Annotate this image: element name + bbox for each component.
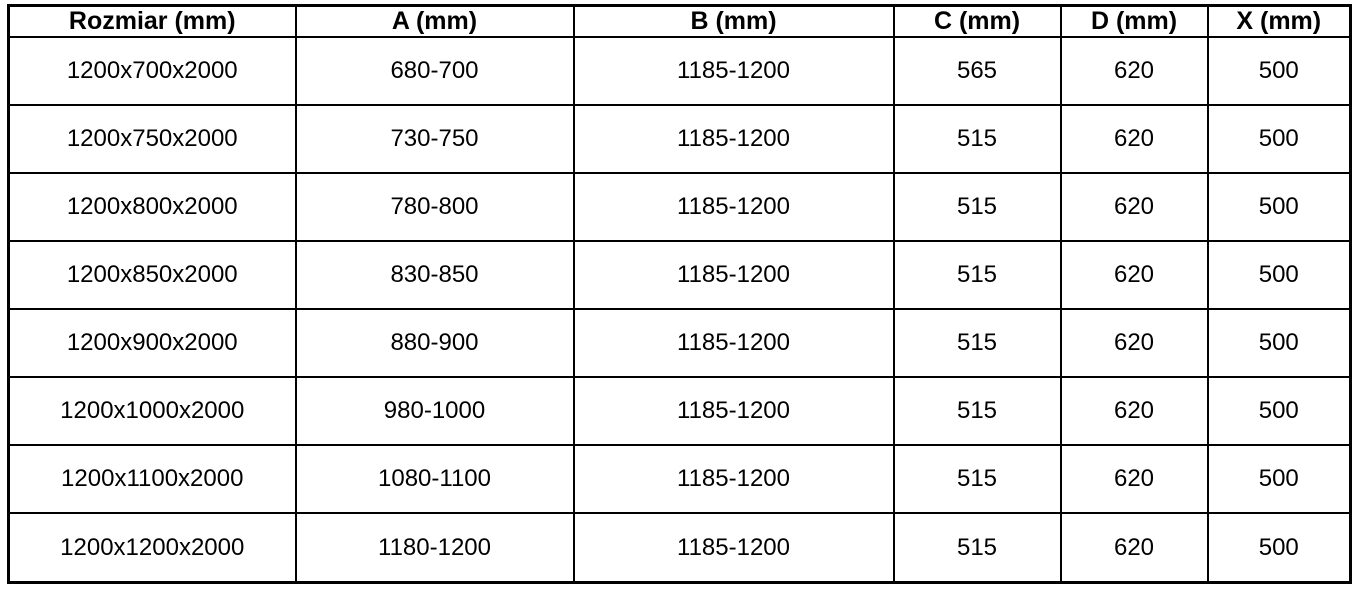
column-header-x: X (mm)	[1208, 6, 1351, 38]
cell-a: 730-750	[296, 105, 574, 173]
cell-c: 515	[894, 241, 1061, 309]
column-header-d: D (mm)	[1061, 6, 1208, 38]
table-row	[9, 445, 1351, 513]
table-row	[9, 37, 1351, 105]
cell-d: 620	[1061, 377, 1208, 445]
cell-b: 1185-1200	[574, 445, 894, 513]
table-header-row	[9, 6, 1351, 38]
table-body	[9, 37, 1351, 583]
cell-a: 980-1000	[296, 377, 574, 445]
cell-x: 500	[1208, 309, 1351, 377]
cell-d: 620	[1061, 173, 1208, 241]
column-header-b: B (mm)	[574, 6, 894, 38]
cell-x: 500	[1208, 241, 1351, 309]
cell-d: 620	[1061, 513, 1208, 582]
cell-a: 880-900	[296, 309, 574, 377]
column-header-rozmiar: Rozmiar (mm)	[9, 6, 296, 38]
cell-x: 500	[1208, 513, 1351, 582]
cell-d: 620	[1061, 105, 1208, 173]
column-header-a: A (mm)	[296, 6, 574, 38]
cell-a: 680-700	[296, 37, 574, 105]
cell-x: 500	[1208, 37, 1351, 105]
table-row	[9, 309, 1351, 377]
column-header-c: C (mm)	[894, 6, 1061, 38]
cell-b: 1185-1200	[574, 377, 894, 445]
cell-d: 620	[1061, 241, 1208, 309]
cell-d: 620	[1061, 37, 1208, 105]
cell-a: 1080-1100	[296, 445, 574, 513]
cell-b: 1185-1200	[574, 241, 894, 309]
cell-rozmiar: 1200x1000x2000	[9, 377, 296, 445]
cell-rozmiar: 1200x850x2000	[9, 241, 296, 309]
cell-rozmiar: 1200x1200x2000	[9, 513, 296, 582]
cell-c: 515	[894, 513, 1061, 582]
cell-rozmiar: 1200x1100x2000	[9, 445, 296, 513]
cell-d: 620	[1061, 309, 1208, 377]
table-row	[9, 377, 1351, 445]
cell-b: 1185-1200	[574, 105, 894, 173]
table-header	[9, 6, 1351, 38]
cell-a: 830-850	[296, 241, 574, 309]
cell-rozmiar: 1200x900x2000	[9, 309, 296, 377]
cell-c: 565	[894, 37, 1061, 105]
cell-rozmiar: 1200x750x2000	[9, 105, 296, 173]
cell-b: 1185-1200	[574, 513, 894, 582]
cell-b: 1185-1200	[574, 309, 894, 377]
cell-rozmiar: 1200x700x2000	[9, 37, 296, 105]
cell-c: 515	[894, 309, 1061, 377]
cell-x: 500	[1208, 445, 1351, 513]
cell-x: 500	[1208, 105, 1351, 173]
table-row	[9, 105, 1351, 173]
cell-a: 1180-1200	[296, 513, 574, 582]
cell-a: 780-800	[296, 173, 574, 241]
table-row	[9, 241, 1351, 309]
cell-b: 1185-1200	[574, 37, 894, 105]
cell-x: 500	[1208, 377, 1351, 445]
size-spec-table	[7, 4, 1352, 584]
table-row	[9, 173, 1351, 241]
cell-c: 515	[894, 173, 1061, 241]
cell-b: 1185-1200	[574, 173, 894, 241]
cell-x: 500	[1208, 173, 1351, 241]
cell-rozmiar: 1200x800x2000	[9, 173, 296, 241]
cell-c: 515	[894, 105, 1061, 173]
cell-c: 515	[894, 377, 1061, 445]
cell-c: 515	[894, 445, 1061, 513]
table-row	[9, 513, 1351, 582]
cell-d: 620	[1061, 445, 1208, 513]
